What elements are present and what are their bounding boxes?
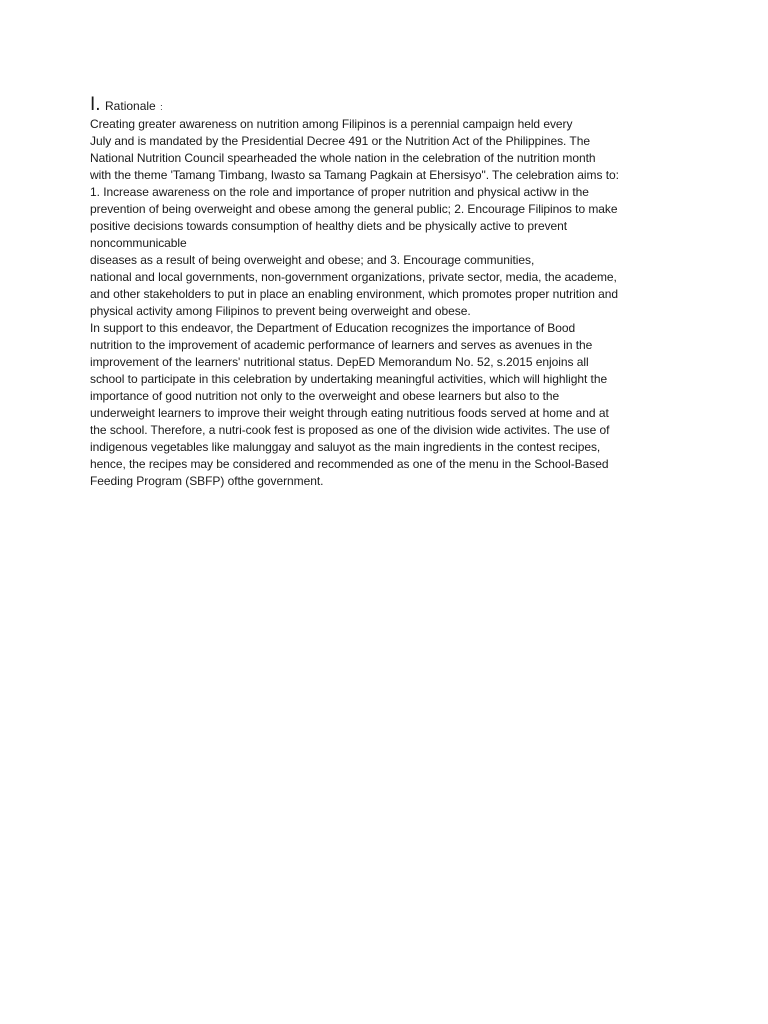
text-line-5: 1. Increase awareness on the role and importance of proper nutrition and physical activw in the xyxy=(90,185,589,199)
text-line-15: improvement of the learners' nutritional status. DepED Memorandum No. 52, s.2015 enjoins all xyxy=(90,355,589,369)
text-line-13: In support to this endeavor, the Department of Education recognizes the importance of Bood xyxy=(90,321,576,335)
text-line-18: underweight learners to improve their weight through eating nutritious foods served at home and at xyxy=(90,406,609,420)
section-title: Rationale xyxy=(105,99,156,113)
text-line-20: indigenous vegetables like malunggay and saluyot as the main ingredients in the contest recipes, xyxy=(90,440,601,454)
text-line-4: with the theme 'Tamang Timbang, Iwasto sa Tamang Pagkain at Ehersisyo". The celebration aims to: xyxy=(90,168,619,182)
section-heading xyxy=(90,94,660,116)
section-numeral: I. xyxy=(90,94,101,115)
text-line-19: the school. Therefore, a nutri-cook fest is proposed as one of the division wide activites. The use of xyxy=(90,423,610,437)
text-line-22: Feeding Program (SBFP) ofthe government. xyxy=(90,474,324,488)
text-line-6: prevention of being overweight and obese among the general public; 2. Encourage Filipinos to make xyxy=(90,202,618,216)
text-line-16: school to participate in this celebration by undertaking meaningful activities, which will highlight the xyxy=(90,372,608,386)
text-line-17: importance of good nutrition not only to the overweight and obese learners but also to the xyxy=(90,389,560,403)
text-line-2: July and is mandated by the Presidential Decree 491 or the Nutrition Act of the Philippines. The xyxy=(90,134,590,148)
text-line-21: hence, the recipes may be considered and recommended as one of the menu in the School-Based xyxy=(90,457,609,471)
text-line-10: national and local governments, non-government organizations, private sector, media, the academe, xyxy=(90,270,617,284)
text-line-14: nutrition to the improvement of academic performance of learners and serves as avenues in the xyxy=(90,338,593,352)
text-line-8: noncommunicable xyxy=(90,236,187,250)
text-line-12: physical activity among Filipinos to prevent being overweight and obese. xyxy=(90,304,471,318)
text-line-9: diseases as a result of being overweight and obese; and 3. Encourage communities, xyxy=(90,253,535,267)
text-line-11: and other stakeholders to put in place an enabling environment, which promotes proper nutrition and xyxy=(90,287,619,301)
rationale-paragraph xyxy=(90,116,660,490)
document-body xyxy=(90,94,660,490)
text-line-1: Creating greater awareness on nutrition among Filipinos is a perennial campaign held every xyxy=(90,117,573,131)
text-line-7: positive decisions towards consumption of healthy diets and be physically active to prevent xyxy=(90,219,568,233)
section-colon: : xyxy=(160,102,163,112)
text-line-3: National Nutrition Council spearheaded the whole nation in the celebration of the nutrition month xyxy=(90,151,596,165)
